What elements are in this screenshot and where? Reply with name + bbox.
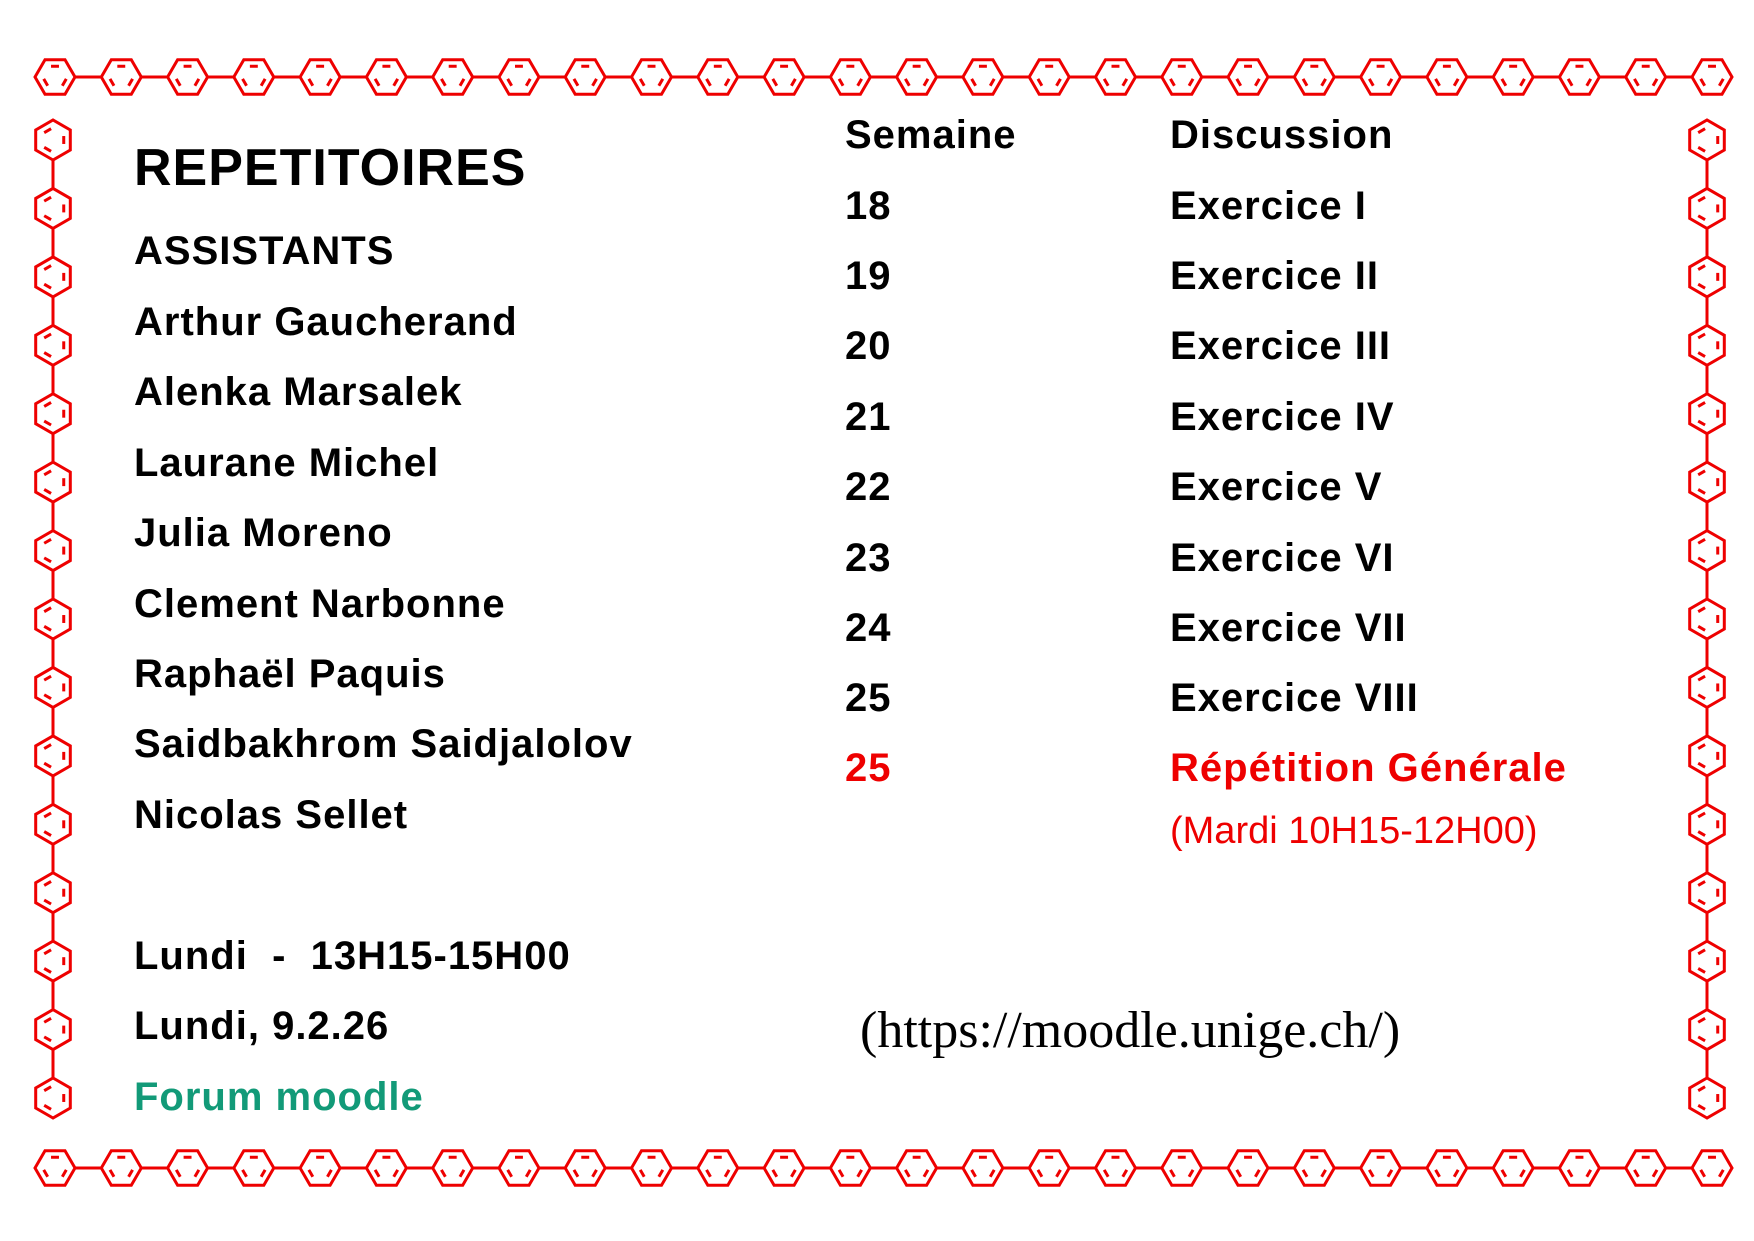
discussion-cell: Exercice V [1170, 465, 1383, 509]
discussion-cell: Exercice I [1170, 184, 1367, 228]
week-cell: 24 [845, 606, 892, 650]
week-cell-highlight: 25 [845, 746, 892, 790]
assistant-name: Clement Narbonne [134, 582, 506, 626]
start-date: Lundi, 9.2.26 [134, 1004, 390, 1048]
assistant-name: Alenka Marsalek [134, 370, 463, 414]
discussion-cell-highlight: Répétition Générale [1170, 746, 1567, 790]
assistant-name: Laurane Michel [134, 441, 440, 485]
assistant-name: Saidbakhrom Saidjalolov [134, 722, 633, 766]
discussion-cell: Exercice VI [1170, 536, 1395, 580]
week-column-header: Semaine [845, 113, 1017, 157]
repetition-time-note: (Mardi 10H15-12H00) [1170, 810, 1538, 852]
moodle-url-link[interactable]: (https://moodle.unige.ch/) [860, 1002, 1401, 1059]
discussion-cell: Exercice II [1170, 254, 1379, 298]
discussion-column-header: Discussion [1170, 113, 1394, 157]
week-cell: 20 [845, 324, 892, 368]
discussion-cell: Exercice IV [1170, 395, 1395, 439]
assistant-name: Raphaël Paquis [134, 652, 446, 696]
forum-link[interactable]: Forum moodle [134, 1075, 424, 1119]
discussion-cell: Exercice VII [1170, 606, 1407, 650]
assistant-name: Julia Moreno [134, 511, 393, 555]
page-title: REPETITOIRES [134, 139, 527, 197]
week-cell: 22 [845, 465, 892, 509]
week-cell: 21 [845, 395, 892, 439]
week-cell: 19 [845, 254, 892, 298]
discussion-cell: Exercice VIII [1170, 676, 1419, 720]
assistant-name: Nicolas Sellet [134, 793, 409, 837]
assistant-name: Arthur Gaucherand [134, 300, 518, 344]
assistants-heading: ASSISTANTS [134, 229, 395, 273]
discussion-cell: Exercice III [1170, 324, 1392, 368]
week-cell: 18 [845, 184, 892, 228]
week-cell: 25 [845, 676, 892, 720]
week-cell: 23 [845, 536, 892, 580]
schedule-time: Lundi - 13H15-15H00 [134, 934, 571, 978]
